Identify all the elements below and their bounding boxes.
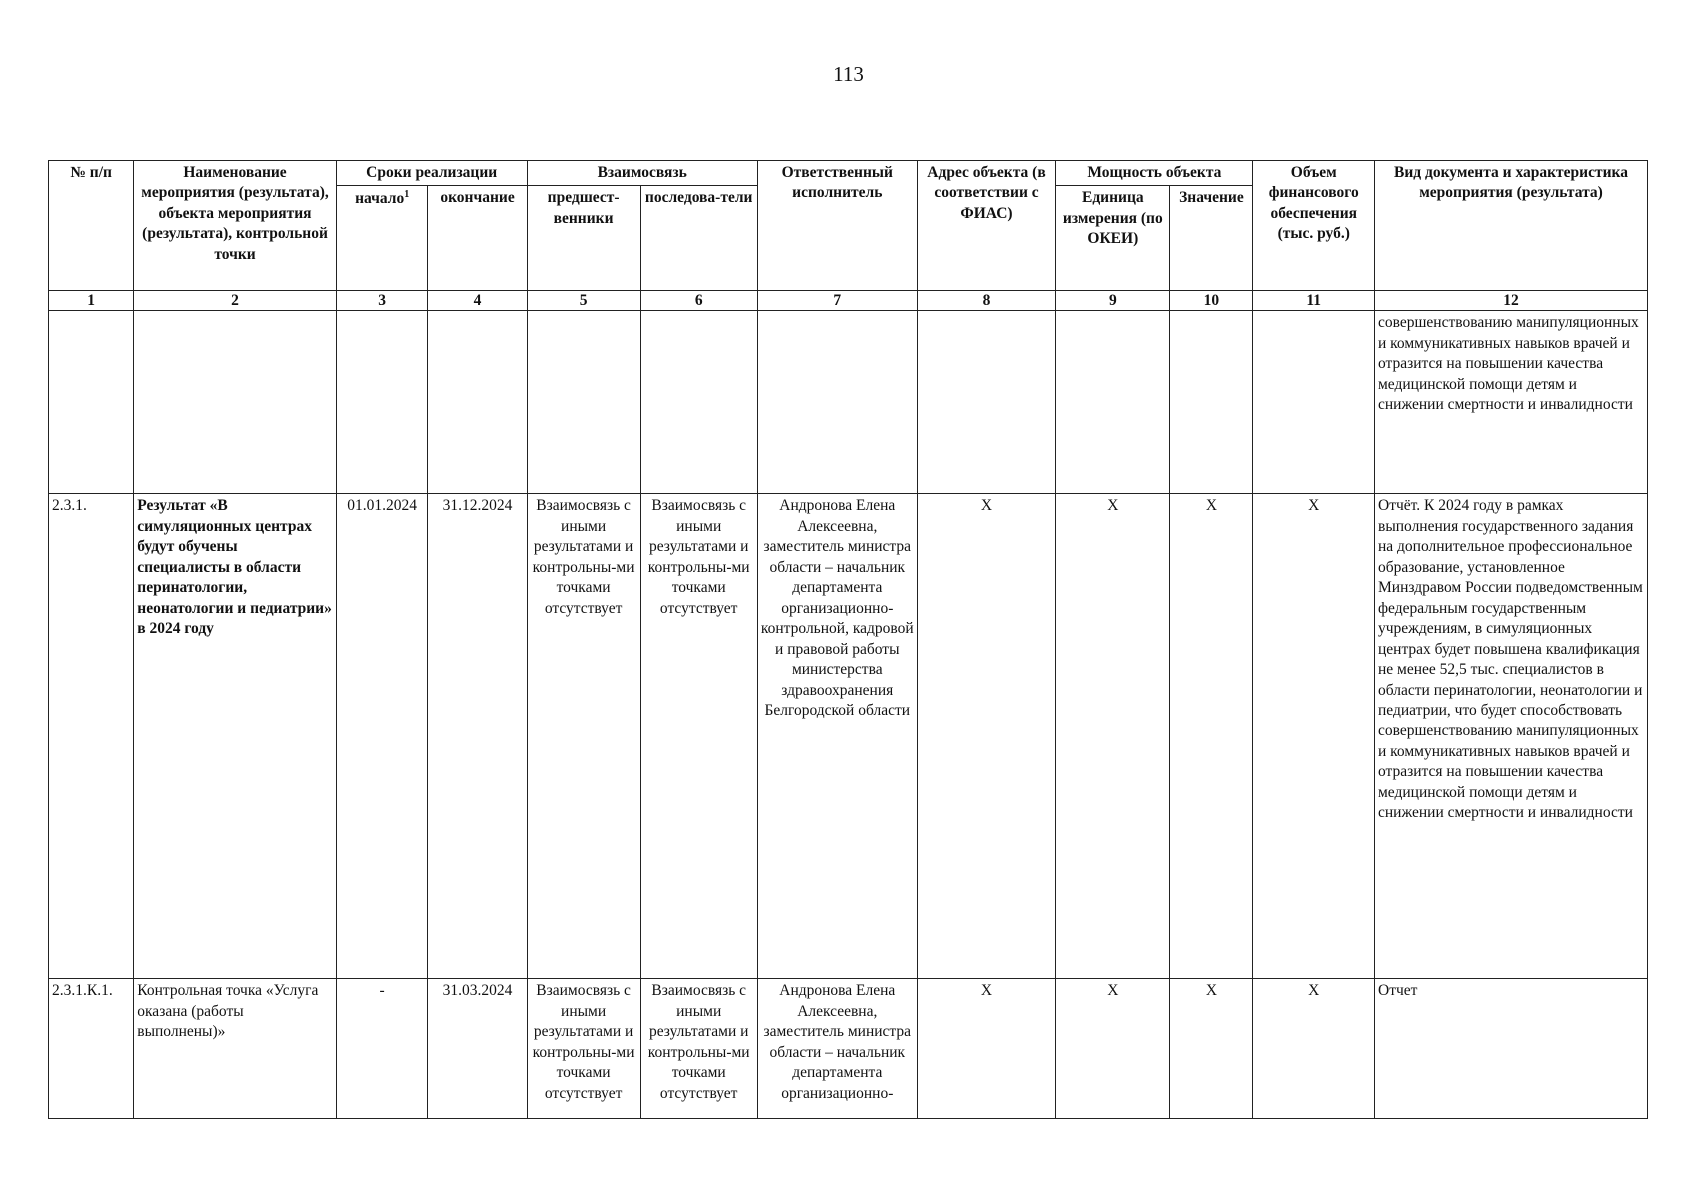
header-terms: Сроки реализации	[336, 161, 527, 186]
cell-start: -	[336, 979, 428, 1119]
header-responsible: Ответственный исполнитель	[757, 161, 917, 291]
cell-address: Х	[917, 494, 1056, 979]
cell-empty	[527, 311, 640, 494]
col-number-7: 7	[757, 291, 917, 311]
col-number-12: 12	[1375, 291, 1648, 311]
activities-table	[48, 160, 1648, 1119]
header-predecessors: предшест-венники	[527, 186, 640, 291]
header-start: начало$^1$	[336, 186, 428, 291]
cell-empty	[757, 311, 917, 494]
cell-empty	[49, 311, 134, 494]
cell-unit: Х	[1056, 979, 1170, 1119]
cell-name: Контрольная точка «Услуга оказана (работы выполнены)»	[134, 979, 337, 1119]
page-number: 113	[833, 62, 864, 86]
col-number-3: 3	[336, 291, 428, 311]
cell-empty	[640, 311, 757, 494]
table-row-result-2-3-1	[49, 494, 1648, 979]
cell-predecessors: Взаимосвязь с иными результатами и контрольны-ми точками отсутствует	[527, 494, 640, 979]
cell-empty	[336, 311, 428, 494]
cell-empty	[1170, 311, 1253, 494]
cell-successors: Взаимосвязь с иными результатами и контрольны-ми точками отсутствует	[640, 494, 757, 979]
cell-end: 31.12.2024	[428, 494, 527, 979]
cell-empty	[1253, 311, 1375, 494]
cell-end: 31.03.2024	[428, 979, 527, 1119]
col-number-4: 4	[428, 291, 527, 311]
cell-empty	[1056, 311, 1170, 494]
cell-empty	[428, 311, 527, 494]
col-number-10: 10	[1170, 291, 1253, 311]
table-row-checkpoint-2-3-1-k-1	[49, 979, 1648, 1119]
cell-responsible: Андронова Елена Алексеевна, заместитель министра области – начальник департамента организационно-контрольной, кадровой и правовой работы министерства здравоохранения Белгородской области	[757, 494, 917, 979]
cell-value: Х	[1170, 494, 1253, 979]
header-capacity: Мощность объекта	[1056, 161, 1253, 186]
header-unit: Единица измерения (по ОКЕИ)	[1056, 186, 1170, 291]
header-name: Наименование мероприятия (результата), объекта мероприятия (результата), контрольной точки	[134, 161, 337, 291]
col-number-9: 9	[1056, 291, 1170, 311]
header-successors: последова-тели	[640, 186, 757, 291]
header-number: № п/п	[49, 161, 134, 291]
cell-name: Результат «В симуляционных центрах будут обучены специалисты в области перинатологии, неонатологии и педиатрии» в 2024 году	[134, 494, 337, 979]
cell-document: Отчёт. К 2024 году в рамках выполнения государственного задания на дополнительное профессиональное образование, установленное Минздравом России подведомственным федеральным государственным учреждениям, в симуляционных центрах будет повышена квалификация не менее 52,5 тыс. специалистов в области перинатологии, неонатологии и педиатрии, что будет способствовать совершенствованию манипуляционных и коммуникативных навыков врачей и отразится на повышении качества медицинской помощи детям и снижении смертности и инвалидности	[1375, 494, 1648, 979]
col-number-2: 2	[134, 291, 337, 311]
cell-number: 2.3.1.К.1.	[49, 979, 134, 1119]
header-relations: Взаимосвязь	[527, 161, 757, 186]
cell-number: 2.3.1.	[49, 494, 134, 979]
header-document: Вид документа и характеристика мероприятия (результата)	[1375, 161, 1648, 291]
col-number-5: 5	[527, 291, 640, 311]
cell-start: 01.01.2024	[336, 494, 428, 979]
header-volume: Объем финансового обеспечения (тыс. руб.)	[1253, 161, 1375, 291]
col-number-1: 1	[49, 291, 134, 311]
cell-document: совершенствованию манипуляционных и коммуникативных навыков врачей и отразится на повышении качества медицинской помощи детям и снижении смертности и инвалидности	[1375, 311, 1648, 494]
cell-empty	[134, 311, 337, 494]
cell-predecessors: Взаимосвязь с иными результатами и контрольны-ми точками отсутствует	[527, 979, 640, 1119]
cell-volume: Х	[1253, 979, 1375, 1119]
col-number-11: 11	[1253, 291, 1375, 311]
cell-unit: Х	[1056, 494, 1170, 979]
cell-value: Х	[1170, 979, 1253, 1119]
col-number-6: 6	[640, 291, 757, 311]
header-value: Значение	[1170, 186, 1253, 291]
cell-document: Отчет	[1375, 979, 1648, 1119]
header-address: Адрес объекта (в соответствии с ФИАС)	[917, 161, 1056, 291]
table-row-continuation	[49, 311, 1648, 494]
cell-volume: Х	[1253, 494, 1375, 979]
table-header	[49, 161, 1648, 311]
cell-empty	[917, 311, 1056, 494]
col-number-8: 8	[917, 291, 1056, 311]
header-end: окончание	[428, 186, 527, 291]
cell-address: Х	[917, 979, 1056, 1119]
cell-responsible: Андронова Елена Алексеевна, заместитель министра области – начальник департамента организационно-	[757, 979, 917, 1119]
cell-successors: Взаимосвязь с иными результатами и контрольны-ми точками отсутствует	[640, 979, 757, 1119]
